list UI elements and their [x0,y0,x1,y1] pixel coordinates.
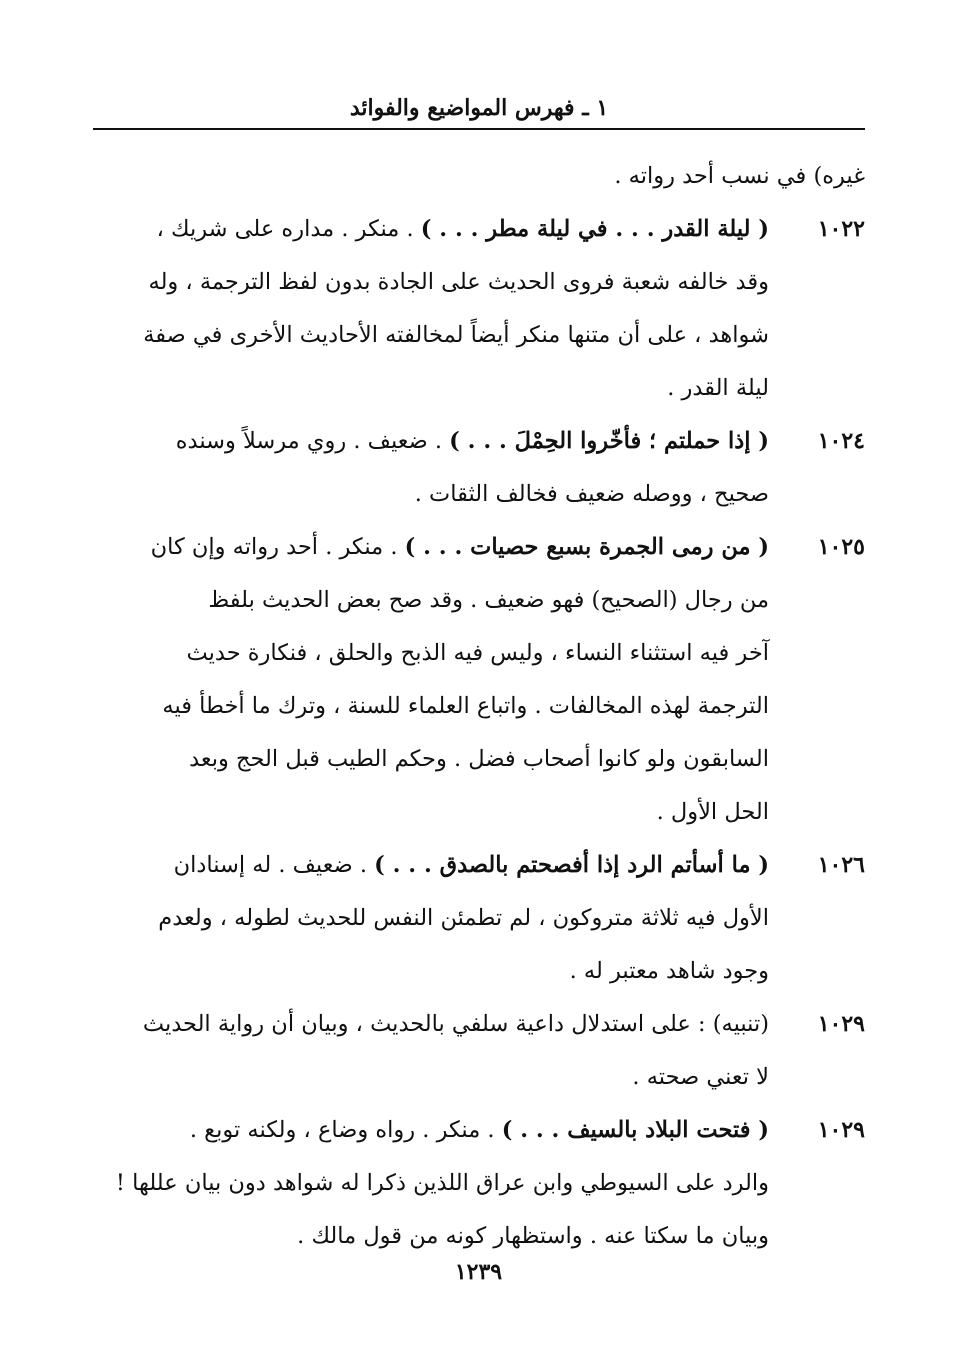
entry-first-line [93,1104,769,1157]
entry-continuation-line: والرد على السيوطي وابن عراق اللذين ذكرا له شواهد دون بيان عللها ! [115,1170,769,1196]
entry-number: ١٠٢٩ [817,1011,865,1037]
entry-number: ١٠٢٩ [817,1117,865,1143]
entry-continuation-line: وجود شاهد معتبر له . [569,958,769,984]
entry-continuation-line: الأول فيه ثلاثة متروكون ، لم تطمئن النفس للحديث لطوله ، ولعدم [158,905,769,931]
entry-number: ١٠٢٥ [817,534,865,560]
hadith-title: ( فتحت البلاد بالسيف . . . ) [501,1117,769,1143]
entry-continuation-line: وبيان ما سكتا عنه . واستظهار كونه من قول مالك . [297,1223,769,1249]
entry-continuation-line: ليلة القدر . [667,375,769,401]
hadith-title: ( ما أسأتم الرد إذا أفصحتم بالصدق . . . ) [374,852,769,878]
entry-first-line [93,203,769,256]
entry-continuation-line: لا تعني صحته . [632,1064,769,1090]
entry-continuation-line: الترجمة لهذه المخالفات . واتباع العلماء للسنة ، وترك ما أخطأ فيه [162,693,769,719]
entry-verdict: . ضعيف . روي مرسلاً وسنده [175,428,450,454]
entry-continuation-line: السابقون ولو كانوا أصحاب فضل . وحكم الطيب قبل الحج وبعد [189,746,769,772]
entry-number: ١٠٢٢ [817,216,865,242]
entry-verdict: (تنبيه) : على استدلال داعية سلفي بالحديث ، وبيان أن رواية الحديث [142,1011,769,1037]
hadith-title: ( إذا حملتم ؛ فأخّروا الحِمْلَ . . . ) [449,428,769,454]
entry-continuation-line: شواهد ، على أن متنها منكر أيضاً لمخالفته الأحاديث الأخرى في صفة [143,322,769,348]
index-entry [93,203,865,415]
entry-verdict: . ضعيف . له إسنادان [173,852,375,878]
entry-number: ١٠٢٤ [817,428,865,454]
index-entry [93,415,865,521]
hadith-title: ( من رمى الجمرة بسبع حصيات . . . ) [404,534,769,560]
entry-verdict: . منكر . أحد رواته وإن كان [150,534,405,560]
entry-first-line [93,521,769,574]
page-number: ١٢٣٩ [454,1259,503,1285]
index-entry [93,998,865,1104]
page-header: ١ ـ فهرس المواضيع والفوائد [93,88,865,130]
hadith-title: ( ليلة القدر . . . في ليلة مطر . . . ) [420,216,769,242]
entry-continuation-line: وقد خالفه شعبة فروى الحديث على الجادة بدون لفظ الترجمة ، وله [148,269,769,295]
entry-number: ١٠٢٦ [817,852,865,878]
entry-first-line [93,839,769,892]
index-entry [93,1104,865,1263]
entry-continuation-line: آخر فيه استثناء النساء ، وليس فيه الذبح والحلق ، فنكارة حديث [186,640,769,666]
entry-verdict: . منكر . رواه وضاع ، ولكنه توبع . [189,1117,502,1143]
entries-list [93,203,865,1263]
entry-first-line [93,415,769,468]
intro-line: غيره) في نسب أحد رواته . [614,163,865,189]
index-entry [93,839,865,998]
entry-first-line [93,998,769,1051]
entry-continuation-line: صحيح ، ووصله ضعيف فخالف الثقات . [414,481,769,507]
index-entry [93,521,865,839]
entry-continuation-line: الحل الأول . [656,799,769,825]
entry-verdict: . منكر . مداره على شريك ، [156,216,421,242]
entry-continuation-line: من رجال (الصحيح) فهو ضعيف . وقد صح بعض الحديث بلفظ [208,587,769,613]
index-body [93,150,865,1263]
